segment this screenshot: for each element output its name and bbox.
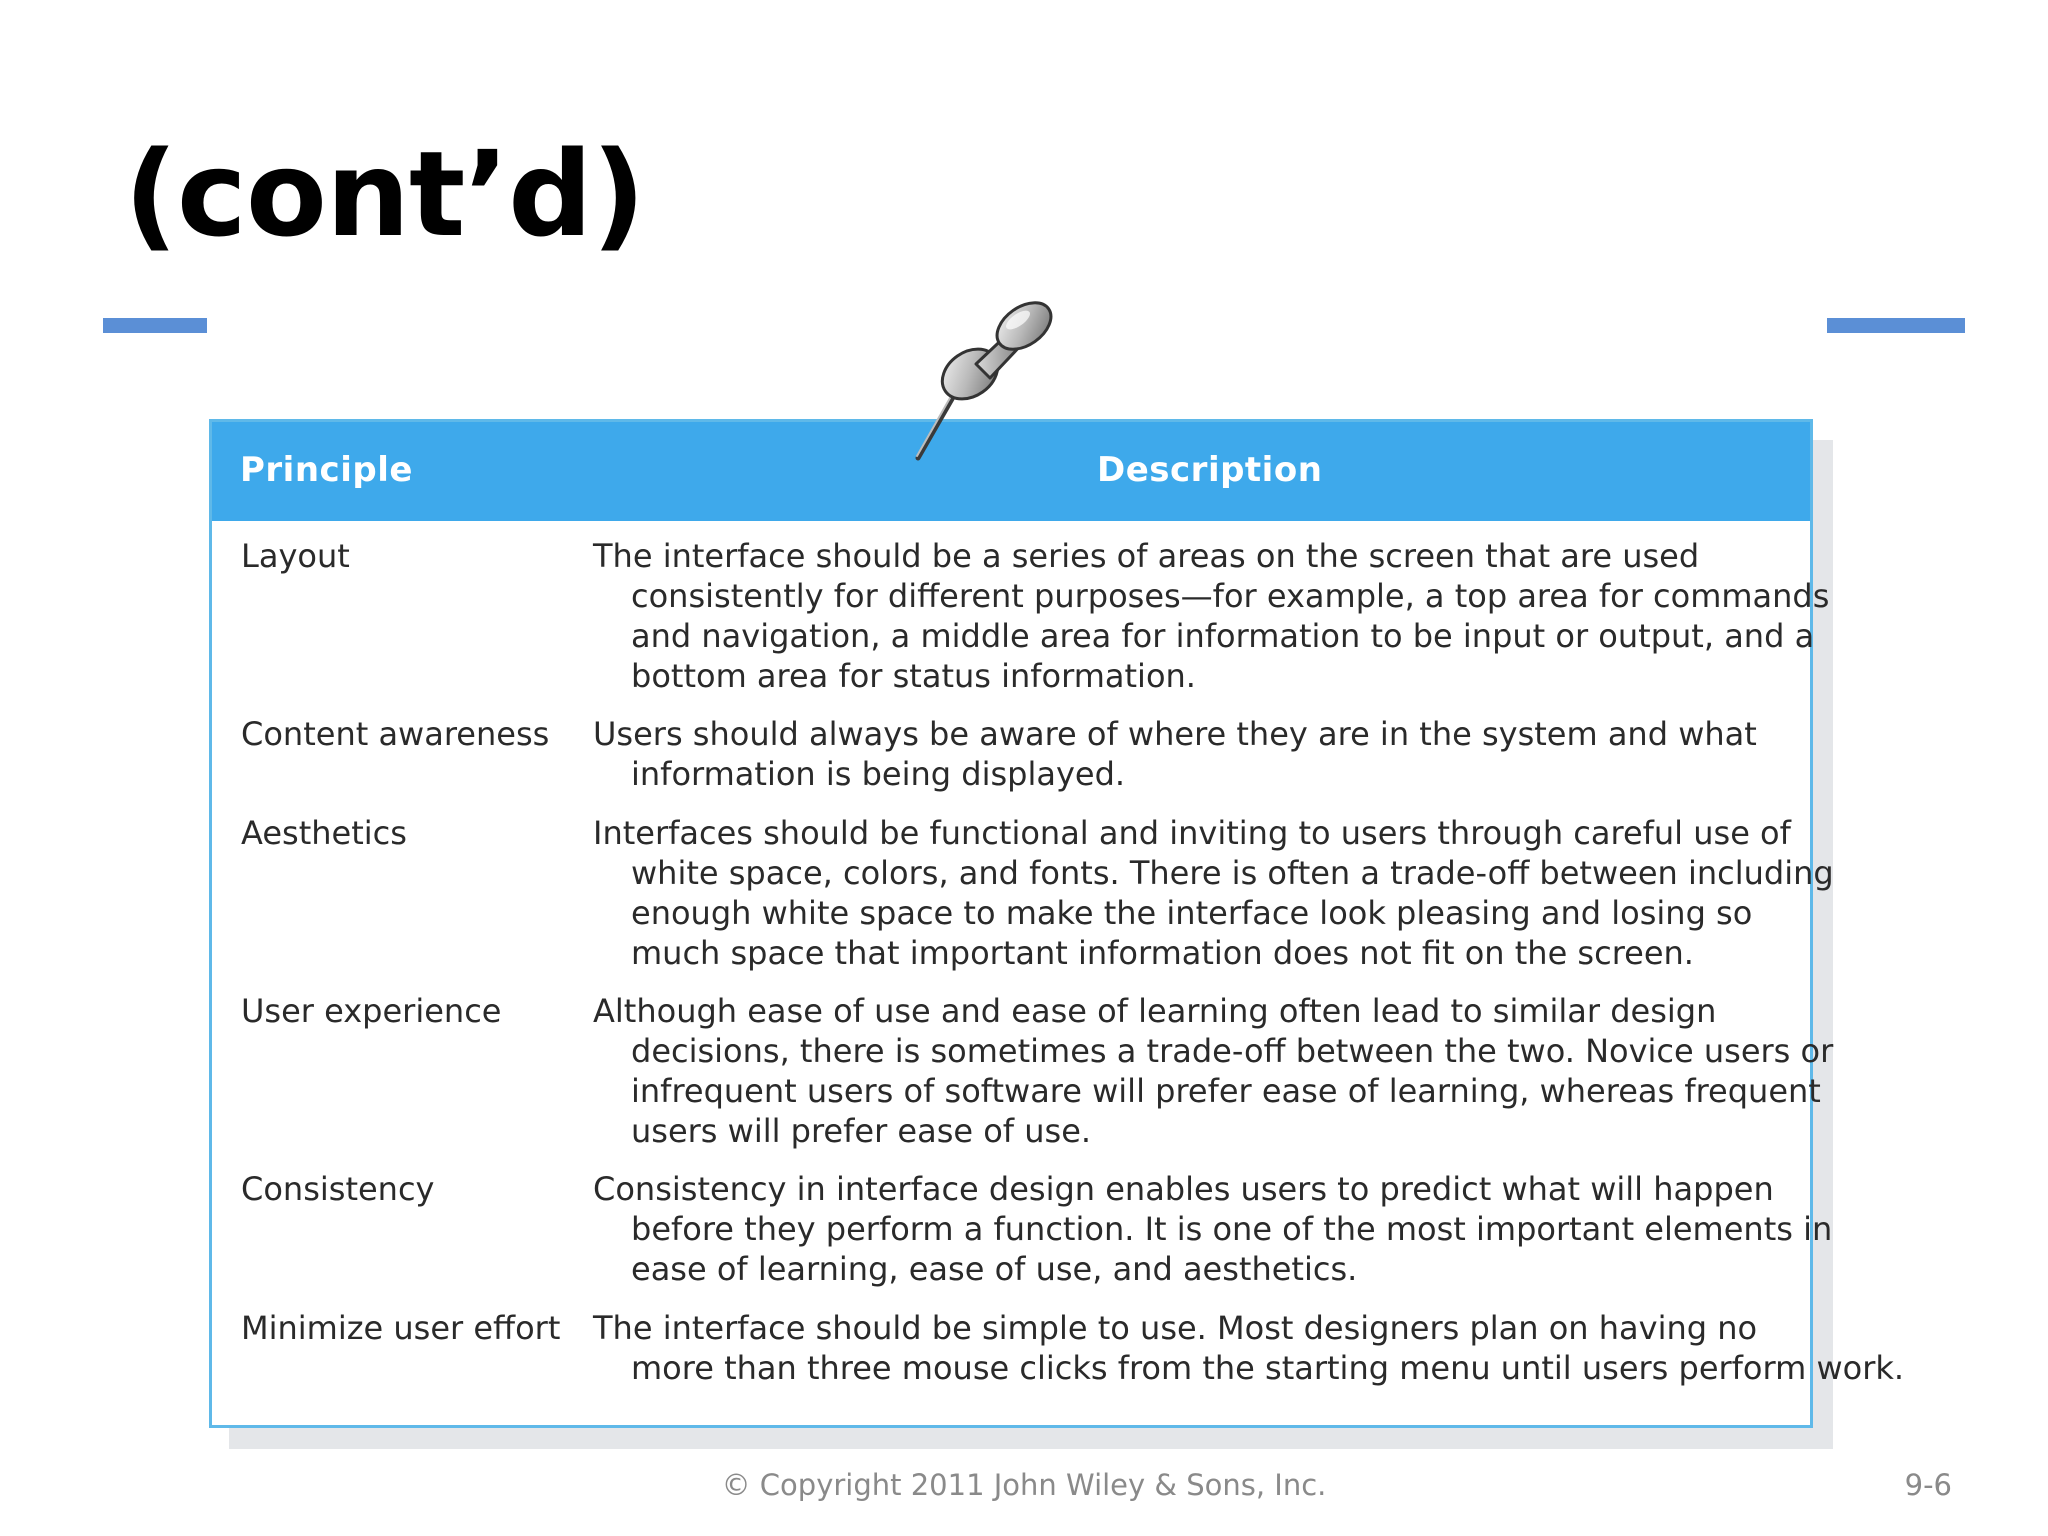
description-line: Consistency in interface design enables users to predict what will happen <box>593 1170 1774 1208</box>
description-cell <box>593 1308 1905 1388</box>
page-number: 9-6 <box>1904 1468 1952 1502</box>
accent-bar-right <box>1827 318 1965 333</box>
header-principle: Principle <box>240 450 413 490</box>
description-line: Although ease of use and ease of learning often lead to similar design <box>593 992 1717 1030</box>
description-line: infrequent users of software will prefer ease of learning, whereas frequent <box>631 1072 1821 1110</box>
principle-cell: Content awareness <box>241 715 550 753</box>
principle-cell: Consistency <box>241 1170 435 1208</box>
description-line: ease of learning, ease of use, and aesthetics. <box>631 1250 1358 1288</box>
principles-table <box>209 419 1905 1428</box>
description-line: information is being displayed. <box>631 755 1126 793</box>
principle-cell: Aesthetics <box>241 814 407 852</box>
description-line: consistently for different purposes—for example, a top area for commands <box>631 577 1830 615</box>
accent-bar-left <box>103 318 207 333</box>
description-line: The interface should be simple to use. Most designers plan on having no <box>593 1309 1758 1347</box>
slide-title: (cont’d) <box>124 125 645 263</box>
footer-copyright: © Copyright 2011 John Wiley & Sons, Inc. <box>721 1468 1327 1502</box>
description-line: more than three mouse clicks from the starting menu until users perform work. <box>631 1349 1905 1387</box>
description-line: white space, colors, and fonts. There is often a trade-off between including <box>631 854 1834 892</box>
description-line: decisions, there is sometimes a trade-off between the two. Novice users or <box>631 1032 1834 1070</box>
principle-cell: User experience <box>241 992 502 1030</box>
description-line: users will prefer ease of use. <box>631 1112 1092 1150</box>
description-line: before they perform a function. It is one of the most important elements in <box>631 1210 1833 1248</box>
description-cell <box>593 991 1834 1151</box>
principle-cell: Minimize user effort <box>241 1309 561 1347</box>
principle-cell: Layout <box>241 537 350 575</box>
header-description: Description <box>1097 450 1323 490</box>
description-line: Users should always be aware of where they are in the system and what <box>593 715 1757 753</box>
description-line: enough white space to make the interface look pleasing and losing so <box>631 894 1753 932</box>
description-line: much space that important information does not fit on the screen. <box>631 934 1694 972</box>
description-line: The interface should be a series of areas on the screen that are used <box>593 537 1700 575</box>
description-cell <box>593 714 1793 794</box>
description-cell <box>593 1169 1833 1289</box>
description-line: and navigation, a middle area for information to be input or output, and a <box>631 617 1815 655</box>
pushpin-icon <box>908 290 1068 465</box>
description-line: bottom area for status information. <box>631 657 1196 695</box>
description-cell <box>593 536 1830 696</box>
description-cell <box>593 813 1834 973</box>
description-line: Interfaces should be functional and inviting to users through careful use of <box>593 814 1791 852</box>
